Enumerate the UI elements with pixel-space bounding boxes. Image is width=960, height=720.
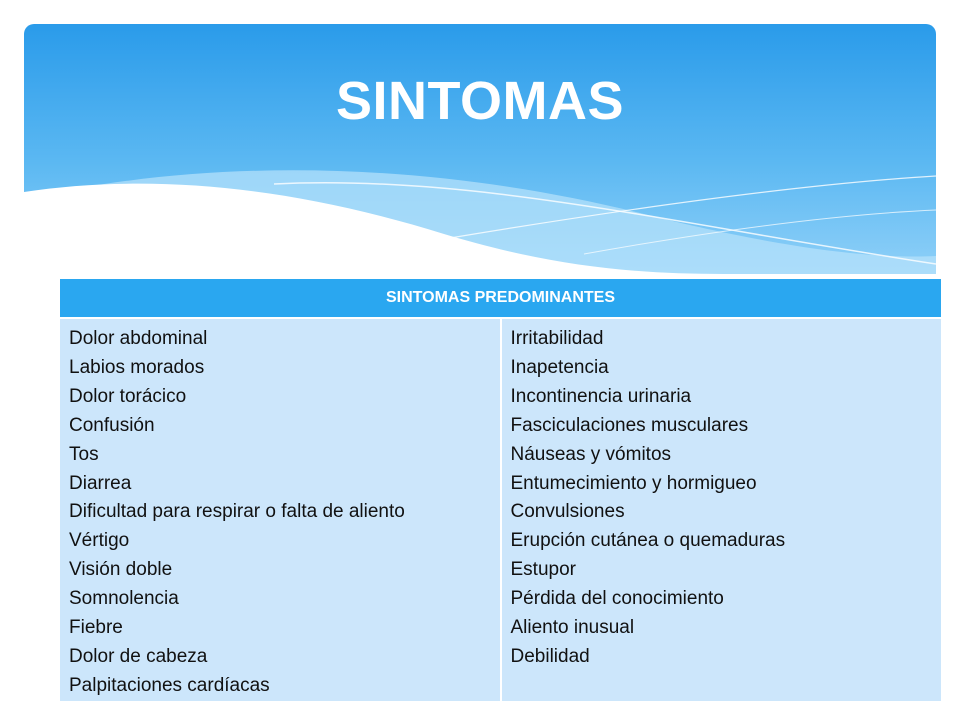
list-item: Erupción cutánea o quemaduras — [510, 530, 786, 552]
list-item: Dolor torácico — [69, 385, 187, 407]
slide-title: SINTOMAS — [335, 71, 625, 131]
list-item: Fiebre — [69, 617, 123, 639]
right-column-cell — [501, 318, 942, 701]
table-header-row — [60, 279, 941, 318]
list-item: Convulsiones — [510, 501, 625, 523]
list-item: Debilidad — [510, 645, 590, 667]
list-item: Dolor de cabeza — [69, 645, 208, 667]
list-item: Tos — [69, 443, 99, 465]
list-item: Pérdida del conocimiento — [510, 588, 724, 610]
list-item: Dolor abdominal — [69, 328, 208, 349]
symptoms-table — [60, 279, 941, 701]
left-column-cell — [60, 318, 501, 701]
list-item: Somnolencia — [69, 588, 179, 610]
table-header: SINTOMAS PREDOMINANTES — [60, 279, 941, 318]
list-item: Dificultad para respirar o falta de aliento — [69, 501, 405, 523]
list-item: Palpitaciones cardíacas — [69, 674, 270, 696]
list-item: Aliento inusual — [510, 617, 635, 639]
list-item: Vértigo — [69, 530, 130, 552]
list-item: Estupor — [510, 559, 576, 581]
wave-background — [24, 24, 936, 274]
list-item: Incontinencia urinaria — [510, 385, 692, 407]
list-item: Diarrea — [69, 472, 132, 494]
list-item: Labios morados — [69, 356, 205, 378]
header-banner — [24, 24, 936, 274]
list-item: Visión doble — [69, 559, 173, 581]
list-item: Irritabilidad — [510, 328, 604, 349]
right-symptom-list — [511, 325, 933, 672]
left-symptom-list — [69, 325, 491, 701]
list-item: Fasciculaciones musculares — [510, 414, 749, 436]
list-item: Confusión — [69, 414, 155, 436]
table-row — [60, 318, 941, 701]
list-item: Náuseas y vómitos — [510, 443, 672, 465]
list-item: Inapetencia — [510, 356, 609, 378]
list-item: Entumecimiento y hormigueo — [510, 472, 757, 494]
